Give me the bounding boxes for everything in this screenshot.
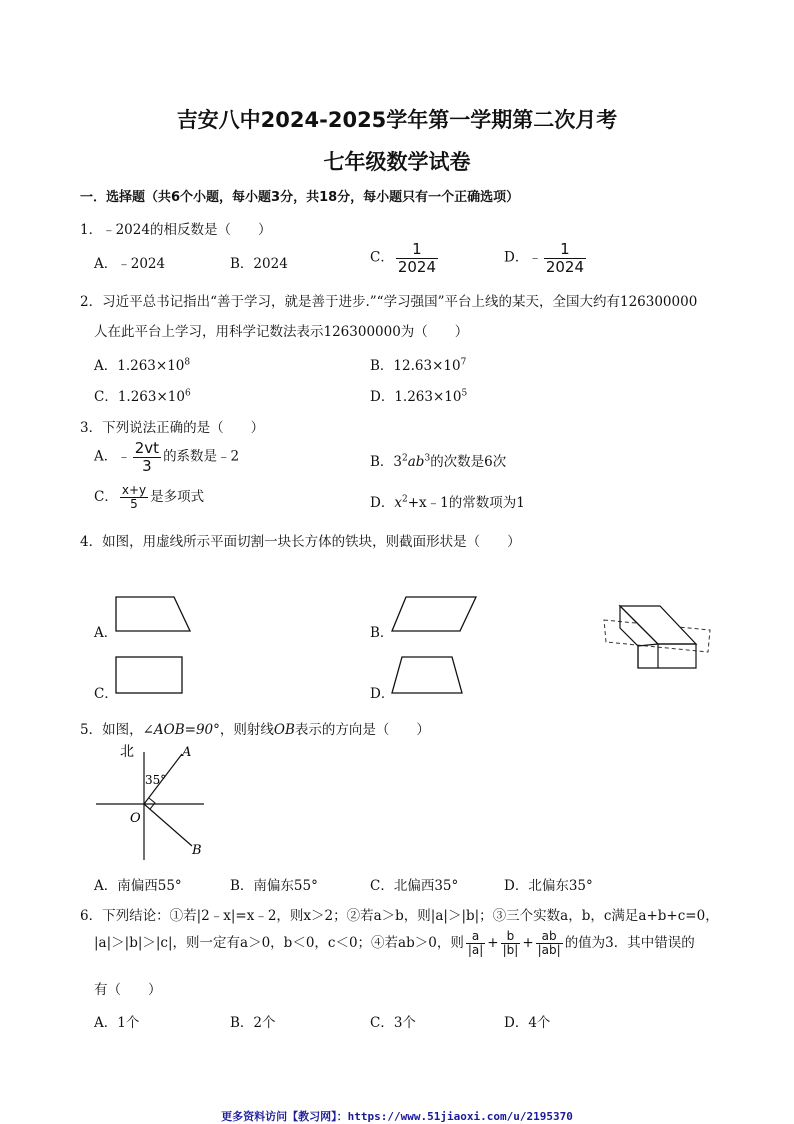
q3-option-d: D．$x^2+x﹣1$的常数项为1 — [370, 494, 525, 511]
q1-d-numerator: 1 — [544, 241, 586, 259]
q1-option-c-fraction — [396, 241, 438, 275]
q1-option-c-label: C． — [370, 249, 394, 266]
q5-stem: 5．如图，∠AOB=90°，则射线OB表示的方向是（ ） — [80, 722, 430, 738]
q4-option-d-label: D． — [370, 686, 395, 702]
q1-option-d-sign: ﹣ — [528, 249, 542, 266]
q5-option-b: B．南偏东55° — [230, 878, 318, 894]
exam-subtitle: 七年级数学试卷 — [323, 150, 471, 174]
q2-option-c: C．$1.263\times 10^6$ — [94, 388, 191, 405]
q3-option-c: C． $\frac{x+y}{5}$ 是多项式 — [94, 483, 205, 512]
q5-point-a: A — [182, 745, 192, 760]
q4-shape-trapezoid-isosceles — [390, 655, 466, 697]
q2-option-d: D．$1.263\times 10^5$ — [370, 388, 468, 405]
q4-stem: 4．如图，用虚线所示平面切割一块长方体的铁块，则截面形状是（ ） — [80, 534, 521, 550]
q5-option-a: A．南偏西55° — [94, 878, 182, 894]
q1-d-denominator: 2024 — [545, 257, 585, 276]
q1-option-d-label: D． — [504, 249, 529, 266]
q4-cuboid-figure — [598, 598, 723, 673]
q4-option-b-label: B． — [370, 625, 394, 641]
q4-shape-trapezoid-right — [114, 595, 194, 635]
exam-title: 吉安八中2024-2025学年第一学期第二次月考 — [176, 108, 618, 132]
q1-option-b: B．2024 — [230, 256, 288, 272]
q1-c-denominator: 2024 — [397, 257, 437, 276]
q5-option-c: C．北偏西35° — [370, 878, 459, 894]
q5-point-o: O — [130, 811, 141, 826]
q2-stem-line2: 人在此平台上学习，用科学记数法表示126300000为（ ） — [94, 324, 469, 340]
q4-shape-rectangle — [114, 655, 186, 697]
q1-c-numerator: 1 — [396, 241, 438, 259]
q5-angle-label: 35° — [145, 773, 167, 787]
q6-stem-line1: 6．下列结论：①若|2﹣x|=x﹣2，则x＞2；②若a＞b，则|a|＞|b|；③三个实数a，b，c满足a+b+c=0， — [80, 908, 719, 924]
q3-option-a: A．﹣ $\frac{2vt}{3}$ 的系数是﹣2 — [94, 439, 240, 475]
q1-option-c — [370, 241, 440, 275]
q6-option-c: C．3个 — [370, 1015, 416, 1031]
q3-option-b: B．$3^2ab^3$的次数是6次 — [370, 453, 507, 470]
q6-option-d: D．4个 — [504, 1015, 551, 1031]
q5-option-d: D．北偏东35° — [504, 878, 593, 894]
q5-direction-figure — [92, 742, 212, 862]
q3-stem: 3．下列说法正确的是（ ） — [80, 420, 265, 436]
q1-option-a: A．﹣2024 — [94, 256, 166, 272]
q4-option-a-label: A． — [94, 625, 118, 641]
q2-option-b: B．$12.63\times 10^7$ — [370, 357, 467, 374]
q6-fraction-3: $\frac{ab}{|ab|}$ — [537, 929, 561, 958]
q6-fraction-2: $\frac{b}{|b|}$ — [502, 929, 519, 958]
q5-point-b: B — [192, 843, 202, 858]
q6-stem-line2: |a|＞|b|＞|c|，则一定有a＞0，b＜0，c＜0；④若ab＞0，则 $\frac{a}{|a|}$ + $\frac{b}{|b|}$ + $\frac{ab}{|ab|}$ 的值为3．其中错误的 — [94, 929, 695, 958]
q2-option-a: A．$1.263\times 10^8$ — [94, 357, 191, 374]
q6-option-a: A．1个 — [94, 1015, 140, 1031]
q4-shape-parallelogram — [390, 595, 480, 635]
footer-link[interactable]: 更多资料访问【教习网】：https://www.51jiaoxi.com/u/2195370 — [221, 1110, 573, 1123]
section-heading: 一．选择题（共6个小题，每小题3分，共18分，每小题只有一个正确选项） — [80, 190, 520, 205]
q4-option-c-label: C． — [94, 686, 118, 702]
q1-stem: 1．﹣2024的相反数是（ ） — [80, 222, 272, 238]
q1-option-d-fraction — [544, 241, 586, 275]
q3-a-fraction: $\frac{2vt}{3}$ — [134, 439, 160, 475]
q6-fraction-1: $\frac{a}{|a|}$ — [467, 929, 484, 958]
q6-option-b: B．2个 — [230, 1015, 276, 1031]
q5-north-label: 北 — [120, 744, 134, 760]
q6-stem-line3: 有（ ） — [94, 982, 162, 998]
q3-c-fraction: $\frac{x+y}{5}$ — [121, 483, 147, 512]
q2-stem-line1: 2．习近平总书记指出“善于学习，就是善于进步.”“学习强国”平台上线的某天，全国大约有126300000 — [80, 294, 698, 310]
q1-option-d — [504, 241, 588, 275]
